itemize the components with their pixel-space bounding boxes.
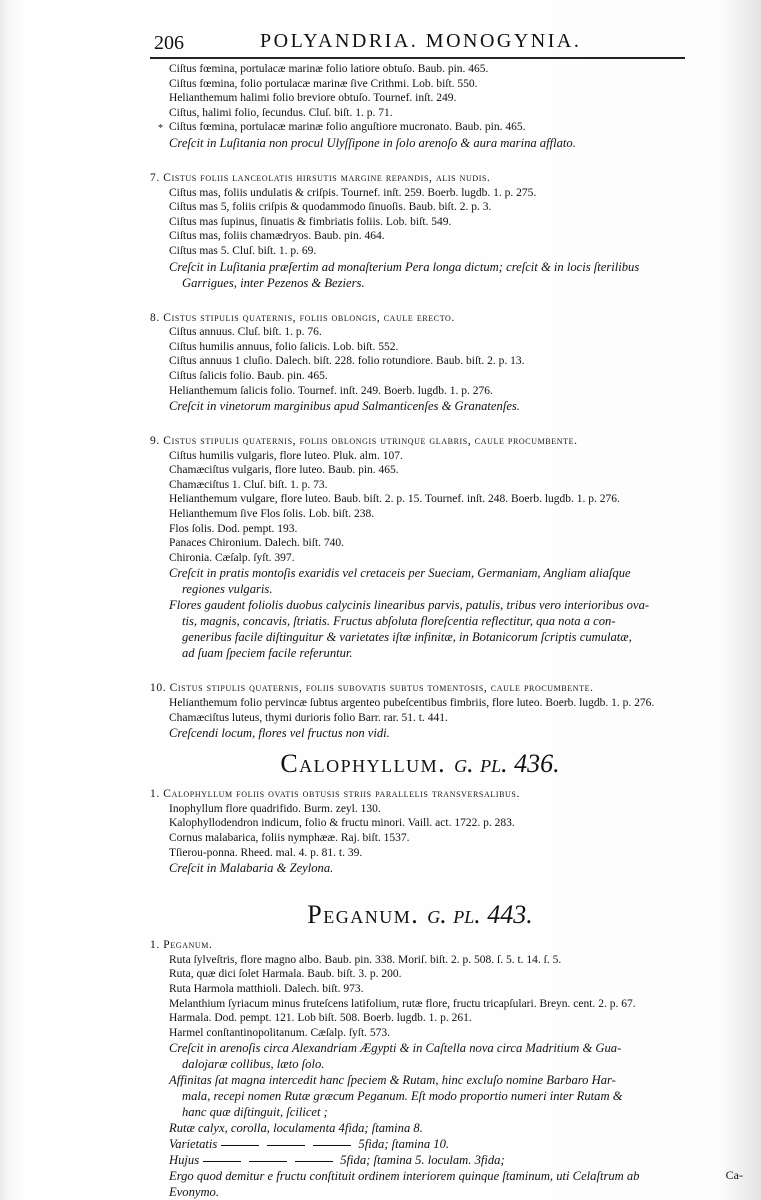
synonym-line: Ciſtus, halimi folio, ſecundus. Cluſ. biſt. 1. p. 71. xyxy=(169,106,393,119)
habitat-note: generibus facile diſtinguitur & varietates iſtæ infinitæ, in Botanicorum ſcriptis cumulatæ, xyxy=(182,630,632,645)
page-body xyxy=(150,62,750,1200)
habitat-note: Creſcit in Malabaria & Zeylona. xyxy=(169,861,334,876)
synonym-line: Ciſtus fœmina, portulacæ marinæ folio anguſtiore mucronato. Baub. pin. 465. xyxy=(169,121,526,134)
species-diagnosis: 8. Cistus ſtipulis quaternis, foliis oblongis, caule erecto. xyxy=(150,311,455,324)
closing-note: Evonymo. xyxy=(169,1185,220,1200)
genus-reference: g. pl. 436. xyxy=(454,749,560,779)
comparison-row xyxy=(150,1136,750,1152)
synonym-line: Ciſtus mas ſupinus, ſinuatis & fimbriatis foliis. Lob. biſt. 549. xyxy=(169,215,452,228)
comparison-row xyxy=(150,1152,750,1168)
synonym-line: Ciſtus mas 5. Cluſ. biſt. 1. p. 69. xyxy=(169,244,317,257)
ditto-rule xyxy=(221,1145,259,1146)
comparison-table xyxy=(150,1120,750,1168)
synonym-line: Tſierou-ponna. Rheed. mal. 4. p. 81. t. 39. xyxy=(169,846,363,859)
habitat-note: Creſcit in vinetorum marginibus apud Salmanticenſes & Granatenſes. xyxy=(169,399,520,414)
species-entry xyxy=(150,787,750,876)
species-entry xyxy=(150,171,750,291)
synonym-line: Chironia. Cæſalp. ſyſt. 397. xyxy=(169,551,295,564)
closing-note: Ergo quod demitur e fructu conſtituit ordinem interiorem quinque ſtaminum, uti Celaſtrum ab xyxy=(169,1169,640,1184)
synonym-line: Flos ſolis. Dod. pempt. 193. xyxy=(169,522,298,535)
habitat-note: dalojaræ collibus, læto ſolo. xyxy=(182,1057,325,1072)
species-diagnosis: 7. Cistus foliis lanceolatis hirſutis margine repandis, alis nudis. xyxy=(150,171,491,184)
synonym-line: Ruta, quæ dici ſolet Harmala. Baub. biſt. 3. p. 200. xyxy=(169,968,402,981)
habitat-note: tis, magnis, concavis, ſtriatis. Fructus abſoluta floreſcentia reflectitur, qua nota a con- xyxy=(182,614,616,629)
synonym-line: Helianthemum folio pervincæ ſubtus argenteo pubeſcentibus fimbriis, flore luteo. Boerb. lugdb. 1. p. 276. xyxy=(169,697,655,710)
synonym-line: Panaces Chironium. Dalech. biſt. 740. xyxy=(169,537,345,550)
synonym-line: Chamæciſtus 1. Cluſ. biſt. 1. p. 73. xyxy=(169,478,328,491)
header-rule xyxy=(150,57,685,59)
species-diagnosis: 10. Cistus ſtipulis quaternis, foliis ſubovatis ſubtus tomentoſis, caule procumbente. xyxy=(150,682,594,695)
synonym-line: Chamæciſtus vulgaris, flore luteo. Baub. pin. 465. xyxy=(169,464,399,477)
genus-reference: g. pl. 443. xyxy=(427,900,533,930)
genus-heading-peganum xyxy=(150,898,750,932)
habitat-note: Creſcit in arenoſis circa Alexandriam Ægypti & in Caſtella nova circa Madritium & Gua- xyxy=(169,1041,622,1056)
comparison-row xyxy=(150,1120,750,1136)
synonym-line: Ciſtus annuus. Cluſ. biſt. 1. p. 76. xyxy=(169,326,322,339)
species-diagnosis: 9. Cistus ſtipulis quaternis, foliis oblongis utrinque glabris, caule procumbente. xyxy=(150,435,578,448)
habitat-note: regiones vulgaris. xyxy=(182,582,273,597)
synonym-line: Ciſtus ſalicis folio. Baub. pin. 465. xyxy=(169,369,328,382)
comparison-label: Hujus xyxy=(169,1153,200,1168)
synonym-line: Ciſtus mas 5, foliis criſpis & quodammodo ſinuoſis. Baub. biſt. 2. p. 3. xyxy=(169,201,492,214)
habitat-note: Creſcit in Luſitania præſertim ad monaſterium Pera longa dictum; creſcit & in locis ſterilibus xyxy=(169,259,640,274)
ditto-rule xyxy=(249,1161,287,1162)
synonym-line: Ciſtus mas, foliis undulatis & criſpis. Tournef. inſt. 259. Boerb. lugdb. 1. p. 275. xyxy=(169,186,537,199)
synonym-line: Ciſtus fœmina, folio portulacæ marinæ ſive Crithmi. Lob. biſt. 550. xyxy=(169,77,478,90)
synonym-line: Ciſtus fœmina, portulacæ marinæ folio latiore obtuſo. Baub. pin. 465. xyxy=(169,63,489,75)
habitat-note: mala, recepi nomen Rutæ græcum Peganum. Eſt modo proportio numeri inter Rutam & xyxy=(182,1089,623,1104)
synonym-line: Cornus malabarica, foliis nymphææ. Raj. biſt. 1537. xyxy=(169,832,410,844)
synonym-line: Ruta ſylveſtris, flore magno albo. Baub. pin. 338. Moriſ. biſt. 2. p. 508. ſ. 5. t. 14. ſ. 5. xyxy=(169,953,562,966)
page-number: 206 xyxy=(154,32,184,54)
habitat-note: Creſcit in pratis montoſis exaridis vel cretaceis per Sueciam, Germaniam, Angliam aliaſque xyxy=(169,566,631,581)
comparison-value: 4fida; ſtamina 8. xyxy=(335,1121,423,1136)
ditto-rule xyxy=(295,1161,333,1162)
synonym-line: Chamæciſtus luteus, thymi durioris folio Barr. rar. 51. t. 441. xyxy=(169,711,448,724)
ditto-rule xyxy=(203,1161,241,1162)
synonym-line: Helianthemum ſive Flos ſolis. Lob. biſt. 238. xyxy=(169,508,375,521)
habitat-note: Garrigues, inter Pezenos & Beziers. xyxy=(182,275,365,290)
ditto-rule xyxy=(267,1145,305,1146)
habitat-note: Creſcit in Luſitania non procul Ulyſſipone in ſolo arenoſo & aura marina afflato. xyxy=(169,135,576,150)
habitat-note: Affinitas ſat magna intercedit hanc ſpeciem & Rutam, hinc excluſo nomine Barbaro Har- xyxy=(169,1073,616,1088)
running-title: POLYANDRIA. MONOGYNIA. xyxy=(260,30,582,52)
genus-title: Peganum. xyxy=(307,900,420,930)
synonym-line: Helianthemum ſalicis folio. Tournef. inſt. 249. Boerb. lugdb. 1. p. 276. xyxy=(169,384,493,397)
synonym-line: Helianthemum halimi folio breviore obtuſo. Tournef. inſt. 249. xyxy=(169,92,457,105)
synonym-line: Ruta Harmola matthioli. Dalech. biſt. 973. xyxy=(169,982,364,995)
genus-title: Calophyllum. xyxy=(280,749,447,779)
synonym-line: Ciſtus annuus 1 cluſio. Dalech. biſt. 228. folio rotundiore. Baub. biſt. 2. p. 13. xyxy=(169,355,525,368)
comparison-label: Varietatis xyxy=(169,1137,218,1152)
habitat-note: hanc quæ diſtinguit, ſcilicet ; xyxy=(182,1105,328,1120)
species-entry xyxy=(150,938,750,1120)
margin-asterisk: * xyxy=(158,123,163,134)
synonym-line: Kalophyllodendron indicum, folio & fructu minori. Vaill. act. 1722. p. 283. xyxy=(169,817,515,830)
species-entry xyxy=(150,434,750,661)
synonym-line: Ciſtus humilis vulgaris, flore luteo. Pluk. alm. 107. xyxy=(169,449,403,462)
running-head xyxy=(150,30,680,56)
synonym-line: Inophyllum flore quadrifido. Burm. zeyl. 130. xyxy=(169,802,381,815)
synonym-line: Ciſtus mas, foliis chamædryos. Baub. pin. 464. xyxy=(169,230,385,243)
species-entry xyxy=(150,311,750,415)
habitat-note: Creſcendi locum, flores vel fructus non vidi. xyxy=(169,726,390,741)
catchword: Ca- xyxy=(725,1168,743,1182)
comparison-value: 5fida; ſtamina 5. loculam. 3fida; xyxy=(337,1153,505,1168)
comparison-value: 5fida; ſtamina 10. xyxy=(355,1137,450,1152)
ditto-rule xyxy=(313,1145,351,1146)
synonym-line: Harmel conſtantinopolitanum. Cæſalp. ſyſt. 573. xyxy=(169,1026,391,1039)
synonym-line: Helianthemum vulgare, flore luteo. Baub. biſt. 2. p. 15. Tournef. inſt. 248. Boerb. lugdb. 1. p. 276. xyxy=(169,493,620,506)
habitat-note: ad ſuam ſpeciem facile referuntur. xyxy=(182,646,353,661)
comparison-label: Rutæ calyx, corolla, loculamenta xyxy=(169,1121,336,1136)
synonym-line: Ciſtus humilis annuus, folio ſalicis. Lob. biſt. 552. xyxy=(169,340,399,353)
species-diagnosis: 1. Calophyllum foliis ovatis obtuſis ſtriis parallelis transverſalibus. xyxy=(150,788,520,801)
species-diagnosis: 1. Peganum. xyxy=(150,939,213,952)
species-entry xyxy=(150,681,750,741)
synonym-line: Melanthium ſyriacum minus fruteſcens latifolium, rutæ flore, fructu tricapſulari. Breyn. cent. 2. p. 67. xyxy=(169,997,636,1010)
genus-heading-calophyllum xyxy=(150,747,750,781)
species-entry xyxy=(150,62,750,151)
habitat-note: Flores gaudent foliolis duobus calycinis linearibus parvis, patulis, tribus vero interioribus ova- xyxy=(169,598,650,613)
synonym-line: Harmala. Dod. pempt. 121. Lob biſt. 508. Boerb. lugdb. 1. p. 261. xyxy=(169,1012,472,1025)
